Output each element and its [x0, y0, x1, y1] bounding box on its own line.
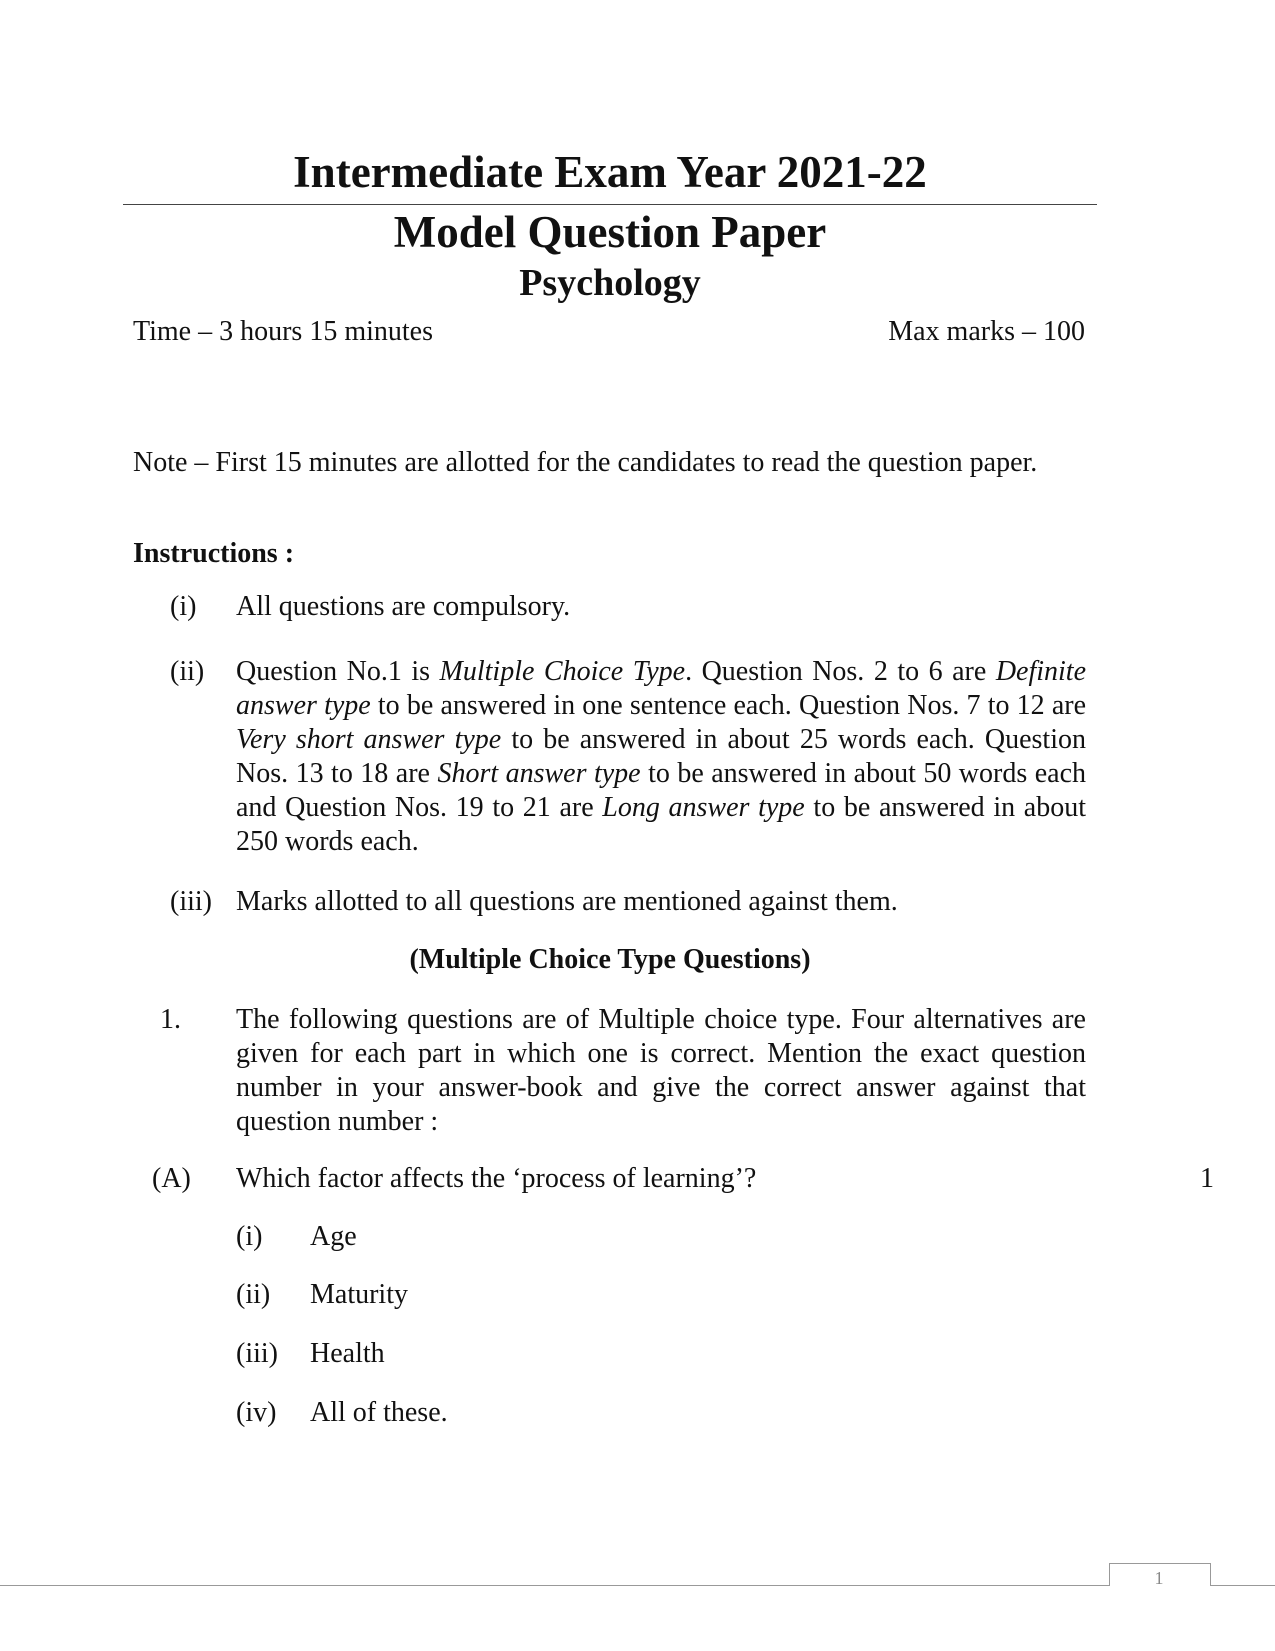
- instruction-text: Marks allotted to all questions are mentioned against them.: [236, 886, 898, 917]
- question-number: 1.: [160, 1004, 181, 1035]
- question-marks: 1: [1200, 1163, 1214, 1194]
- option-number: (iv): [236, 1397, 277, 1428]
- note-text: Note – First 15 minutes are allotted for the candidates to read the question paper.: [133, 447, 1038, 478]
- section-heading: (Multiple Choice Type Questions): [409, 944, 811, 975]
- option-text: Health: [310, 1338, 385, 1369]
- instruction-number: (iii): [170, 886, 212, 917]
- option-text: All of these.: [310, 1397, 448, 1428]
- emphasis-text: Long answer type: [602, 792, 805, 823]
- option-number: (ii): [236, 1279, 271, 1310]
- emphasis-text: Multiple Choice Type: [439, 656, 686, 687]
- instruction-text: Question No.1 is Multiple Choice Type. Question Nos. 2 to 6 are Definite answer type to be answered in one sentence each. Question Nos. 7 to 12 are Very short answer type to be answered in about 25 words each. Question Nos. 13 to 18 are Short answer type to be answered in about 50 words each and Question Nos. 19 to 21 are Long answer type to be answered in about 250 words each.: [236, 656, 1087, 857]
- emphasis-text: Very short answer type: [236, 724, 502, 755]
- option-number: (iii): [236, 1338, 278, 1369]
- emphasis-text: Short answer type: [437, 758, 641, 789]
- option-number: (i): [236, 1221, 263, 1252]
- footer-line: [0, 1585, 1275, 1586]
- emphasis-text: Definite answer type: [236, 656, 1087, 721]
- question-text: Which factor affects the ‘process of learning’?: [236, 1163, 757, 1194]
- page-number: 1: [1154, 1568, 1164, 1588]
- option-text: Age: [310, 1221, 357, 1252]
- question-label: (A): [152, 1163, 191, 1194]
- subject-title: Psychology: [519, 262, 701, 304]
- instruction-number: (ii): [170, 656, 205, 687]
- option-text: Maturity: [310, 1279, 408, 1310]
- instruction-number: (i): [170, 591, 197, 622]
- max-marks: Max marks – 100: [888, 316, 1085, 347]
- paper-title: Model Question Paper: [393, 207, 827, 257]
- instructions-heading: Instructions :: [133, 538, 295, 569]
- title-divider: [123, 204, 1097, 205]
- question-text: The following questions are of Multiple choice type. Four alternatives are given for each part in which one is correct. Mention the exact question number in your answer-book and give the correct answer against that question number :: [236, 1004, 1086, 1137]
- instruction-text: All questions are compulsory.: [236, 591, 571, 622]
- time-allowed: Time – 3 hours 15 minutes: [133, 316, 433, 347]
- exam-title: Intermediate Exam Year 2021-22: [293, 147, 927, 197]
